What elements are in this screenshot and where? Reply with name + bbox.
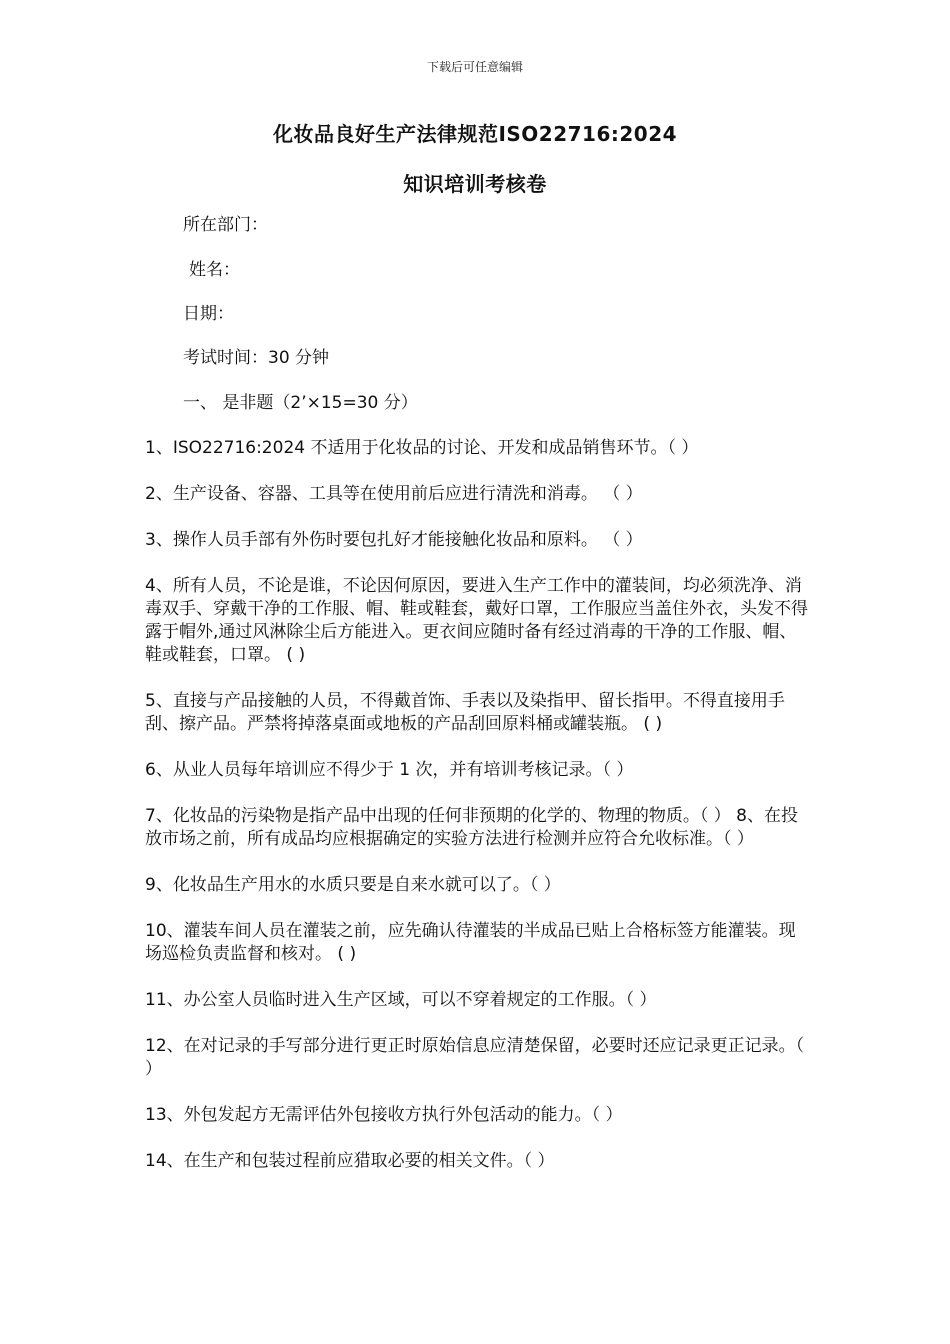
question-item: 13、外包发起方无需评估外包接收方执行外包活动的能力。（ ）: [145, 1105, 623, 1125]
question-item: 3、操作人员手部有外伤时要包扎好才能接触化妆品和原料。 （ ）: [145, 530, 643, 550]
question-item: 1、ISO22716:2024 不适用于化妆品的讨论、开发和成品销售环节。（ ）: [145, 438, 699, 458]
question-item: 10、灌装车间人员在灌装之前，应先确认待灌装的半成品已贴上合格标签方能灌装。现场巡检负责监督和核对。 ( ): [145, 921, 796, 964]
department-field: 所在部门：: [183, 215, 268, 235]
document-title: 化妆品良好生产法律规范ISO22716:2024: [272, 122, 678, 146]
question-item: 5、直接与产品接触的人员，不得戴首饰、手表以及染指甲、留长指甲。不得直接用手 刮、擦产品。严禁将掉落桌面或地板的产品刮回原料桶或罐装瓶。 ( ): [145, 691, 785, 734]
date-field: 日期：: [183, 304, 234, 324]
section-heading: 一、 是非题（2’×15=30 分）: [183, 393, 418, 413]
exam-time-field: 考试时间：30 分钟: [183, 348, 330, 368]
question-item: 12、在对记录的手写部分进行更正时原始信息应清楚保留，必要时还应记录更正记录。（ ）: [145, 1036, 805, 1079]
question-item: 14、在生产和包装过程前应猎取必要的相关文件。（ ）: [145, 1151, 555, 1171]
document-subtitle: 知识培训考核卷: [403, 172, 547, 196]
question-item: 9、化妆品生产用水的水质只要是自来水就可以了。（ ）: [145, 875, 561, 895]
header-note: 下载后可任意编辑: [426, 60, 523, 74]
question-list: [145, 437, 810, 1196]
question-item: 2、生产设备、容器、工具等在使用前后应进行清洗和消毒。 （ ）: [145, 484, 643, 504]
name-field: 姓名：: [189, 260, 240, 280]
question-item: 7、化妆品的污染物是指产品中出现的任何非预期的化学的、物理的物质。（ ） 8、在投放市场之前，所有成品均应根据确定的实验方法进行检测并应符合允收标准。（ ）: [145, 806, 798, 849]
question-item: 4、所有人员，不论是谁，不论因何原因，要进入生产工作中的灌装间，均必须洗净、消毒双手、穿戴干净的工作服、帽、鞋或鞋套，戴好口罩，工作服应当盖住外衣，头发不得露于帽外,通过风淋除尘后方能进入。更衣间应随时备有经过消毒的干净的工作服、帽、鞋或鞋套，口罩。 ( ): [145, 576, 808, 665]
question-item: 6、从业人员每年培训应不得少于 1 次，并有培训考核记录。（ ）: [145, 760, 634, 780]
question-item: 11、办公室人员临时进入生产区域，可以不穿着规定的工作服。（ ）: [145, 990, 657, 1010]
